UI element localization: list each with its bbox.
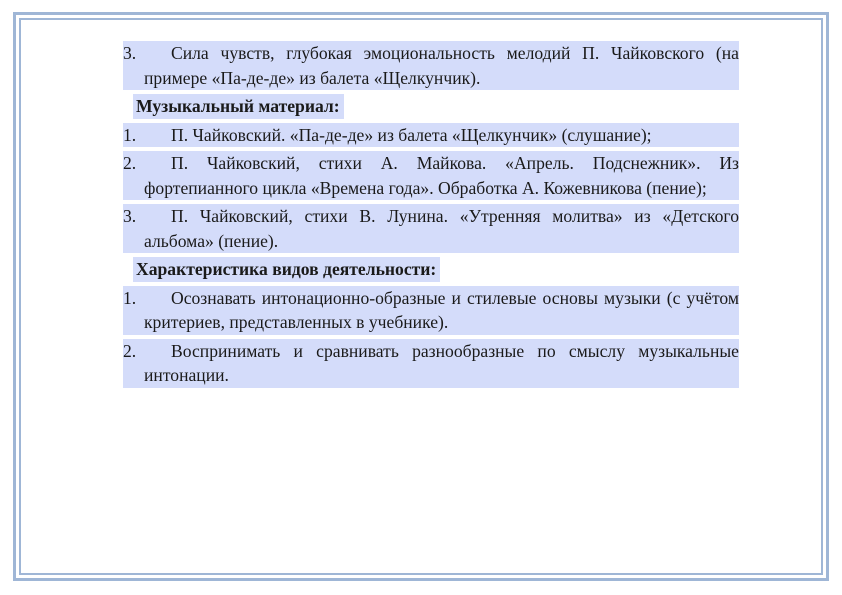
list-text: П. Чайковский, стихи В. Лунина. «Утренняя молитва» из «Детского альбома» (пение). bbox=[144, 206, 739, 251]
activity-heading: Характеристика видов деятельности: bbox=[133, 257, 440, 282]
activity-list-item bbox=[123, 286, 739, 335]
list-number: 3. bbox=[123, 206, 137, 226]
music-list-item bbox=[123, 151, 739, 200]
list-text: Воспринимать и сравнивать разнообразные по смыслу музыкальные интонации. bbox=[144, 340, 739, 385]
activity-list-item bbox=[123, 339, 739, 388]
music-list-item bbox=[123, 204, 739, 253]
list-number: 1. bbox=[123, 287, 137, 308]
list-text: П. Чайковский. «Па-де-де» из балета «Щелкунчик» (слушание); bbox=[171, 124, 652, 145]
list-text: Сила чувств, глубокая эмоциональность мелодий П. Чайковского (на примере «Па-де-де» из балета «Щелкунчик). bbox=[144, 43, 739, 88]
slide-content bbox=[123, 41, 739, 392]
music-material-heading: Музыкальный материал: bbox=[133, 94, 344, 119]
music-list-item bbox=[123, 123, 739, 148]
list-number: 2. bbox=[123, 340, 137, 361]
list-number: 1. bbox=[123, 124, 137, 145]
list-number: 2. bbox=[123, 153, 137, 173]
list-number: 3. bbox=[123, 43, 137, 63]
list-text: Осознавать интонационно-образные и стилевые основы музыки (с учётом критериев, представленных в учебнике). bbox=[144, 287, 739, 332]
intro-list-item bbox=[123, 41, 739, 90]
list-text: П. Чайковский, стихи А. Майкова. «Апрель. Подснежник». Из фортепианного цикла «Времена года». Обработка А. Кожевникова (пение); bbox=[144, 153, 739, 198]
